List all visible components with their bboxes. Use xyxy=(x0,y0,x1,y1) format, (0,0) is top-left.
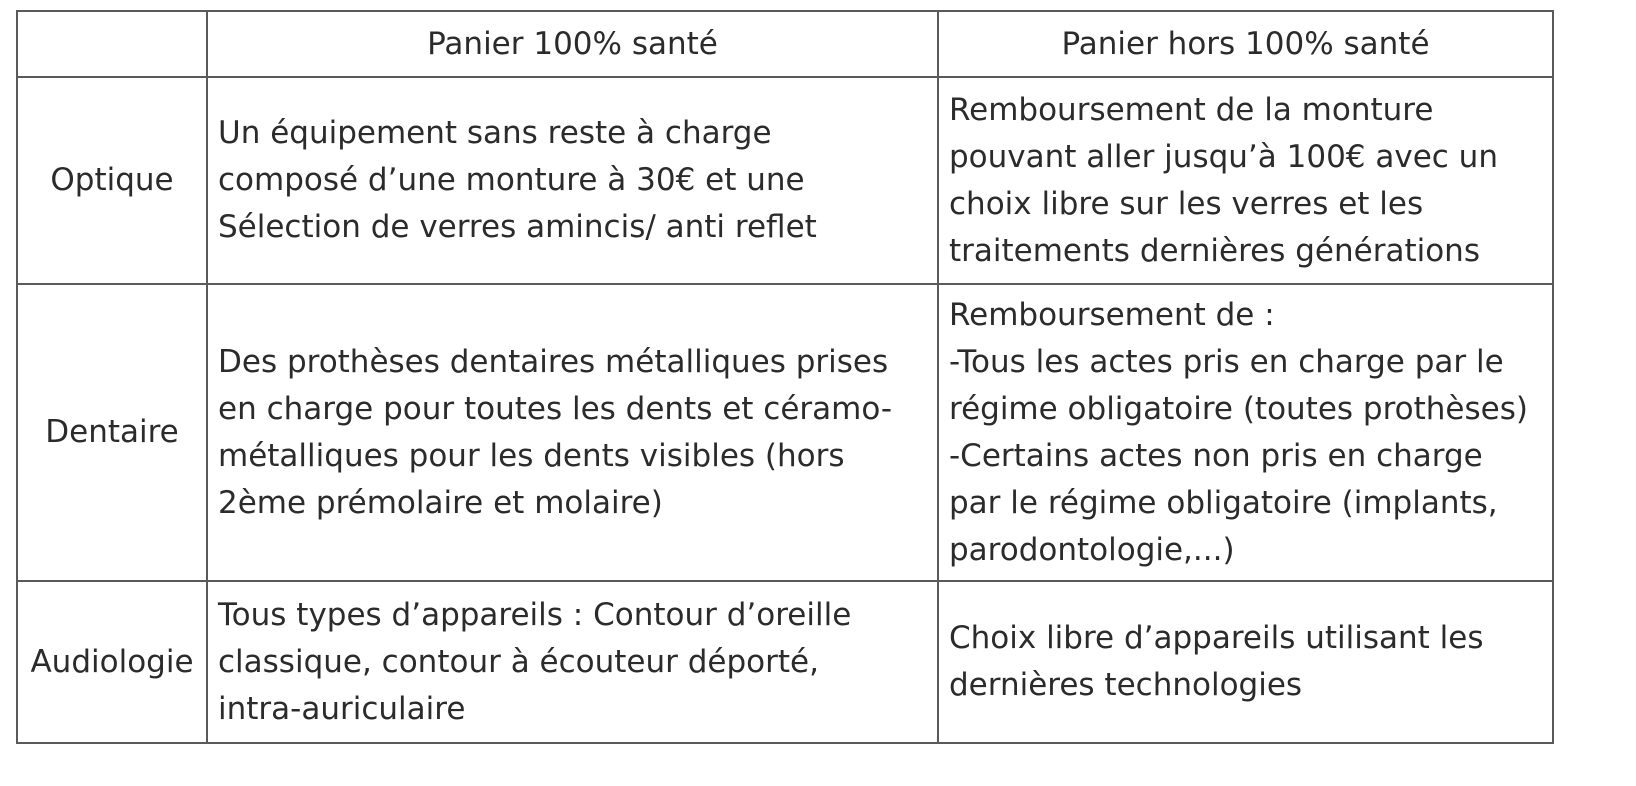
cell-text-line: parodontologie,...) xyxy=(949,531,1235,568)
table-row-dentaire xyxy=(17,284,1553,581)
header-panier-hors-100-sante: Panier hors 100% santé xyxy=(938,11,1553,77)
cell-text-line: Sélection de verres amincis/ anti reflet xyxy=(218,209,817,245)
cell-text-line: par le régime obligatoire (implants, xyxy=(949,484,1498,521)
cell-dentaire-panier-100-sante xyxy=(207,284,938,581)
comparison-table xyxy=(16,10,1554,744)
cell-dentaire-panier-hors-100-sante xyxy=(938,284,1553,581)
cell-text-line: 2ème prémolaire et molaire) xyxy=(218,484,663,521)
cell-text-line: dernières technologies xyxy=(949,667,1303,703)
table-row-optique xyxy=(17,77,1553,284)
row-label-optique: Optique xyxy=(17,77,207,284)
header-panier-100-sante: Panier 100% santé xyxy=(207,11,938,77)
table-row-audiologie xyxy=(17,581,1553,743)
cell-audiologie-panier-100-sante xyxy=(207,581,938,743)
header-row xyxy=(17,11,1553,77)
cell-text-line: Remboursement de : xyxy=(949,296,1275,333)
row-label-audiologie: Audiologie xyxy=(17,581,207,743)
cell-audiologie-panier-hors-100-sante xyxy=(938,581,1553,743)
cell-optique-panier-100-sante xyxy=(207,77,938,284)
cell-text-line: Des prothèses dentaires métalliques prises xyxy=(218,343,889,380)
cell-text-line: Choix libre d’appareils utilisant les xyxy=(949,620,1484,656)
cell-text-line: pouvant aller jusqu’à 100€ avec un xyxy=(949,138,1498,175)
cell-text-line: traitements dernières générations xyxy=(949,232,1480,269)
cell-text-line: Remboursement de la monture xyxy=(949,91,1434,128)
cell-text-line: classique, contour à écouteur déporté, xyxy=(218,643,819,680)
cell-text-line: intra-auriculaire xyxy=(218,690,466,727)
comparison-table-wrapper xyxy=(16,10,1554,744)
cell-text-line: -Certains actes non pris en charge xyxy=(949,437,1483,474)
cell-text-line: métalliques pour les dents visibles (hors xyxy=(218,437,845,474)
cell-optique-panier-hors-100-sante xyxy=(938,77,1553,284)
row-label-dentaire: Dentaire xyxy=(17,284,207,581)
cell-text-line: choix libre sur les verres et les xyxy=(949,185,1424,222)
cell-text-line: en charge pour toutes les dents et céramo- xyxy=(218,390,893,427)
cell-text-line: -Tous les actes pris en charge par le xyxy=(949,343,1504,380)
cell-text-line: Tous types d’appareils : Contour d’oreille xyxy=(218,596,852,633)
cell-text-line: composé d’une monture à 30€ et une xyxy=(218,162,805,198)
cell-text-line: régime obligatoire (toutes prothèses) xyxy=(949,390,1528,427)
cell-text-line: Un équipement sans reste à charge xyxy=(218,115,772,151)
header-corner-cell xyxy=(17,11,207,77)
